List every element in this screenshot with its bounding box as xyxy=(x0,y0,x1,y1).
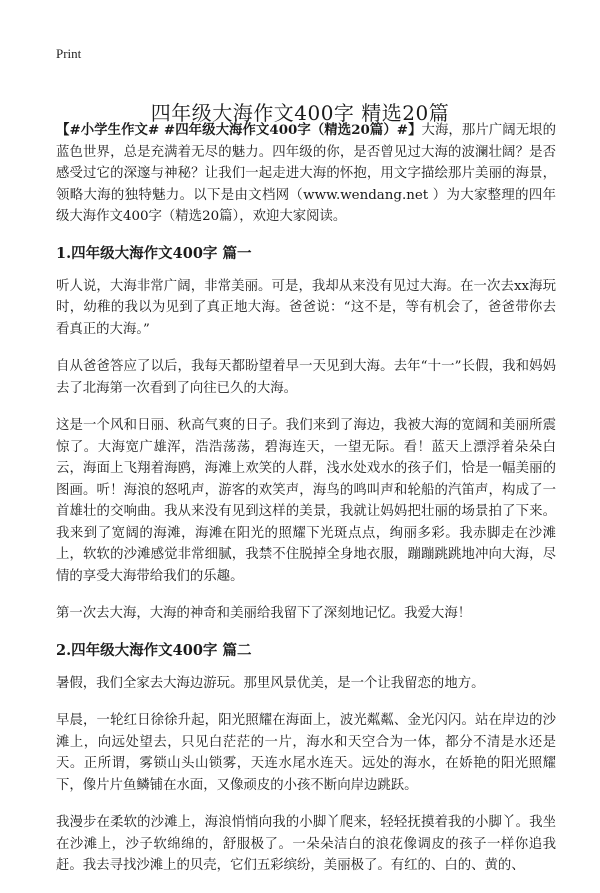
section-1-paragraph: 第一次去大海，大海的神奇和美丽给我留下了深刻地记忆。我爱大海！ xyxy=(56,606,472,621)
intro-paragraph xyxy=(56,120,556,228)
section-2-paragraph: 早晨，一轮红日徐徐升起，阳光照耀在海面上，波光粼粼、金光闪闪。站在岸边的沙滩上，向远处望去，只见白茫茫的一片，海水和天空合为一体，都分不清是水还是天。正所谓，雾锁山头山锁雾，天连水尾水连天。远处的海水，在娇艳的阳光照耀下，像片片鱼鳞铺在水面，又像顽皮的小孩不断向岸边跳跃。 xyxy=(56,713,556,793)
section-2-paragraph: 我漫步在柔软的沙滩上，海浪悄悄向我的小脚丫爬来，轻轻抚摸着我的小脚丫。我坐在沙滩上，沙子软绵绵的，舒服极了。一朵朵洁白的浪花像调皮的孩子一样你追我赶。我去寻找沙滩上的贝壳，它们五彩缤纷，美丽极了。有红的、白的、黄的、 xyxy=(56,815,556,873)
page-title: 四年级大海作文400字 精选20篇 xyxy=(150,101,450,126)
section-2-paragraph: 暑假，我们全家去大海边游玩。那里风景优美，是一个让我留恋的地方。 xyxy=(56,675,485,691)
section-1-paragraph: 听人说，大海非常广阔，非常美丽。可是，我却从来没有见过大海。在一次去xx海玩时，幼稚的我以为见到了真正地大海。爸爸说：“这不是，等有机会了，爸爸带你去看真正的大海。” xyxy=(56,278,556,337)
intro-tag: 【#小学生作文# #四年级大海作文400字（精选20篇）#】 xyxy=(56,122,422,138)
article-body xyxy=(56,120,556,893)
section-heading-2: 2.四年级大海作文400字 篇二 xyxy=(56,641,252,659)
section-1-paragraph: 自从爸爸答应了以后，我每天都盼望着早一天见到大海。去年“十一”长假，我和妈妈去了北海第一次看到了向往已久的大海。 xyxy=(56,359,556,396)
print-link[interactable]: Print xyxy=(56,46,82,61)
section-heading-1: 1.四年级大海作文400字 篇一 xyxy=(56,244,252,262)
intro-text: 大海，那片广阔无垠的蓝色世界，总是充满着无尽的魅力。四年级的你，是否曾见过大海的波澜壮阔？是否感受过它的深邃与神秘？让我们一起走进大海的怀抱，用文字描绘那片美丽的海景，领略大海的独特魅力。以下是由文档网（www.wendang.net ）为大家整理的四年级大海作文400字（精选20篇），欢迎大家阅读。 xyxy=(56,123,556,224)
section-1-paragraph: 这是一个风和日丽、秋高气爽的日子。我们来到了海边，我被大海的宽阔和美丽所震惊了。大海宽广雄浑，浩浩荡荡，碧海连天，一望无际。看！蓝天上漂浮着朵朵白云，海面上飞翔着海鸥，海滩上欢笑的人群，浅水处戏水的孩子们，恰是一幅美丽的图画。听！海浪的怒吼声，游客的欢笑声，海鸟的鸣叫声和轮船的汽笛声，构成了一首雄壮的交响曲。我从来没有见到这样的美景，我就让妈妈把壮丽的场景拍了下来。我来到了宽阔的海滩，海滩在阳光的照耀下光斑点点，绚丽多彩。我赤脚走在沙滩上，软软的沙滩感觉非常细腻，我禁不住脱掉全身地衣服，蹦蹦跳跳地冲向大海，尽情的享受大海带给我们的乐趣。 xyxy=(56,418,556,584)
